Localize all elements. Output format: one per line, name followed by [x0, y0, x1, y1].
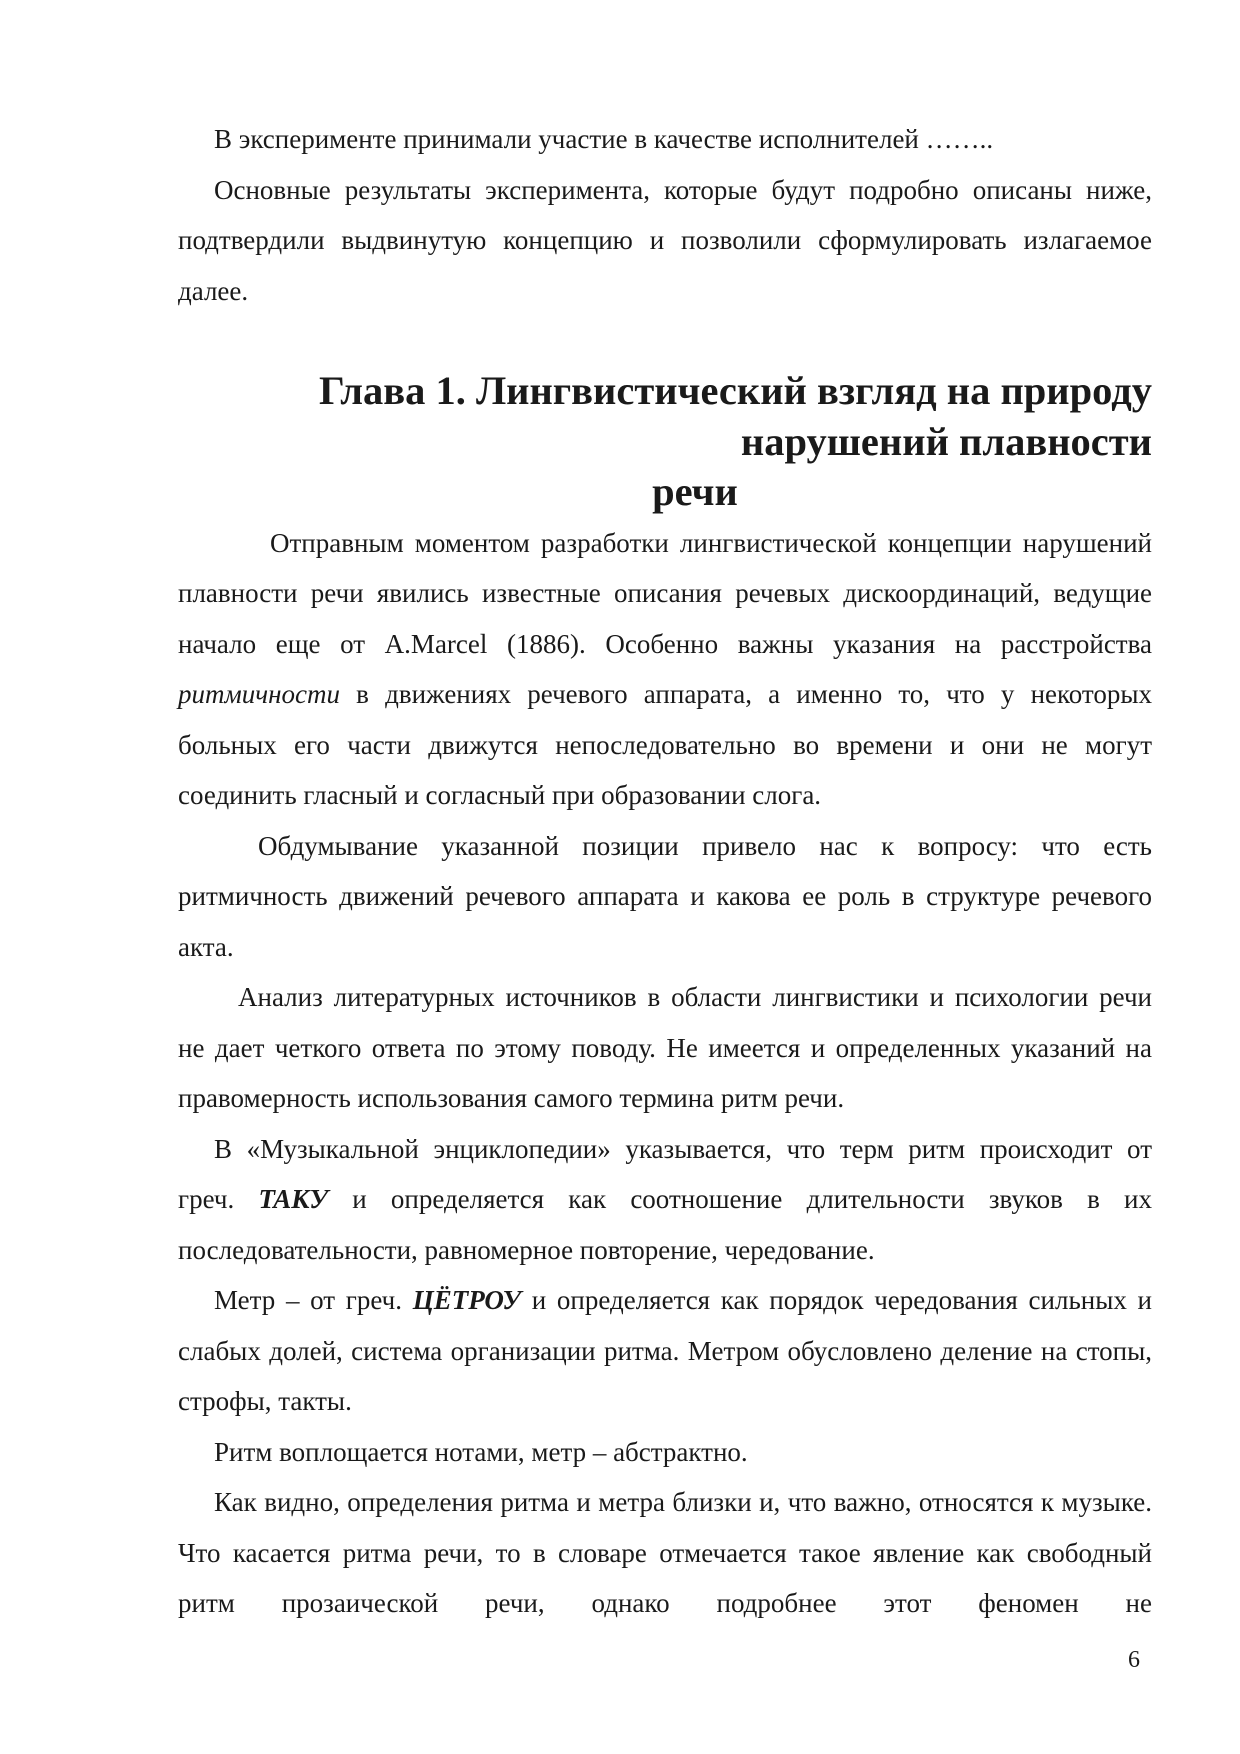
paragraph-reflection: Обдумывание указанной позиции привело нас к вопросу: что есть ритмичность движений речевого аппарата и какова ее роль в структуре речевого акта.: [178, 830, 1152, 962]
paragraph-participants: В эксперименте принимали участие в качестве исполнителей ……..: [214, 124, 994, 154]
paragraph-literature-analysis: Анализ литературных источников в области лингвистики и психологии речи не дает четкого ответа по этому поводу. Не имеется и определенных указаний на правомерность использования самого термина ритм речи.: [178, 982, 1152, 1113]
greek-term-rhythm: ТАКУ: [258, 1184, 328, 1214]
text-run: и определяется как порядок чередования сильных и слабых долей, система организации ритма. Метром обусловлено деление на стопы, строфы, такты.: [178, 1285, 1152, 1416]
chapter-heading-line-1: Глава 1. Лингвистический взгляд на природу нарушений плавности: [319, 368, 1152, 464]
chapter-heading-line-2: речи: [652, 469, 738, 514]
paragraph-definitions-close: Как видно, определения ритма и метра близки и, что важно, относятся к музыке. Что касается ритма речи, то в словаре отмечается такое явление как свободный ритм прозаической речи, однако подробнее этот феномен не: [178, 1487, 1152, 1618]
paragraph-music-encyclopedia: [178, 1124, 1152, 1276]
emphasis-rhythmicity: ритмичности: [178, 679, 340, 709]
paragraph-rhythm-notes: Ритм воплощается нотами, метр – абстрактно.: [214, 1436, 748, 1467]
paragraph-results: Основные результаты эксперимента, которые будут подробно описаны ниже, подтвердили выдвинутую концепцию и позволили сформулировать излагаемое далее.: [178, 174, 1152, 306]
page-number: 6: [1128, 1647, 1140, 1673]
chapter-heading: [178, 366, 1152, 518]
text-run: Отправным моментом разработки лингвистической концепции нарушений плавности речи явились известные описания речевых дискоординаций, ведущие начало еще от A.Marcel (1886). Особенно важны указания на расстройства: [178, 527, 1152, 659]
greek-term-meter: ЦЁТРОУ: [412, 1285, 522, 1315]
spacer: [178, 316, 1152, 366]
text-run: и определяется как соотношение длительности звуков в их последовательности, равномерное повторение, чередование.: [178, 1184, 1152, 1265]
paragraph-meter: [178, 1275, 1152, 1427]
paragraph-starting-point: [178, 518, 1152, 821]
page-content: [178, 114, 1152, 1629]
text-run: в движениях речевого аппарата, а именно то, что у некоторых больных его части движутся непоследовательно во времени и они не могут соединить гласный и согласный при образовании слога.: [178, 679, 1152, 810]
text-run: В «Музыкальной энциклопедии» указывается, что терм ритм происходит от греч.: [178, 1133, 1152, 1214]
text-run: Метр – от греч.: [214, 1285, 413, 1315]
